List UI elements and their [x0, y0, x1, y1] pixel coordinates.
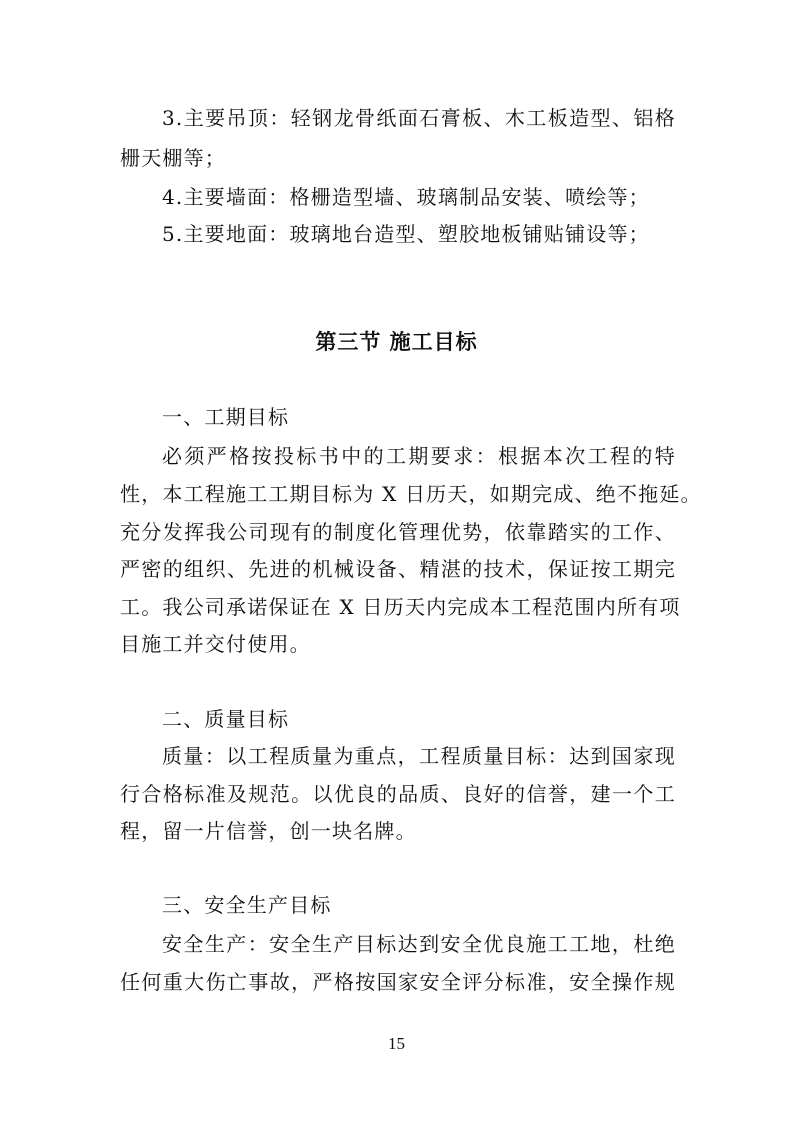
schedule-goal-line2: 性，本工程施工工期目标为 X 日历天，如期完成、绝不拖延。 [120, 482, 702, 506]
safety-goal-line2: 任何重大伤亡事故，严格按国家安全评分标准，安全操作规 [120, 970, 676, 994]
quality-goal-line3: 程，留一片信誉，创一块名牌。 [120, 819, 417, 843]
schedule-goal-line3: 充分发挥我公司现有的制度化管理优势，依靠踏实的工作、 [120, 520, 676, 544]
schedule-goal-line5: 工。我公司承诺保证在 X 日历天内完成本工程范围内所有项 [120, 595, 681, 619]
schedule-goal-line4: 严密的组织、先进的机械设备、精湛的技术，保证按工期完 [120, 557, 676, 581]
section-title: 第三节 施工目标 [315, 330, 478, 354]
safety-goal-line1: 安全生产：安全生产目标达到安全优良施工工地，杜绝 [162, 932, 676, 956]
schedule-goal-line1: 必须严格按投标书中的工期要求：根据本次工程的特 [162, 444, 676, 468]
quality-goal-heading: 二、质量目标 [162, 707, 290, 731]
schedule-goal-line6: 目施工并交付使用。 [120, 632, 311, 656]
quality-goal-line1: 质量：以工程质量为重点，工程质量目标：达到国家现 [162, 744, 676, 768]
safety-goal-heading: 三、安全生产目标 [162, 893, 332, 917]
floor-item: 5.主要地面：玻璃地台造型、塑胶地板铺贴铺设等； [162, 222, 650, 246]
page-number: 15 [388, 1034, 405, 1053]
schedule-goal-heading: 一、工期目标 [162, 405, 290, 429]
ceiling-item-line1: 3.主要吊顶：轻钢龙骨纸面石膏板、木工板造型、铝格 [162, 106, 676, 130]
ceiling-item-line2: 栅天棚等； [120, 146, 226, 170]
wall-item: 4.主要墙面：格栅造型墙、玻璃制品安装、喷绘等； [162, 185, 650, 209]
quality-goal-line2: 行合格标准及规范。以优良的品质、良好的信誉，建一个工 [120, 782, 676, 806]
